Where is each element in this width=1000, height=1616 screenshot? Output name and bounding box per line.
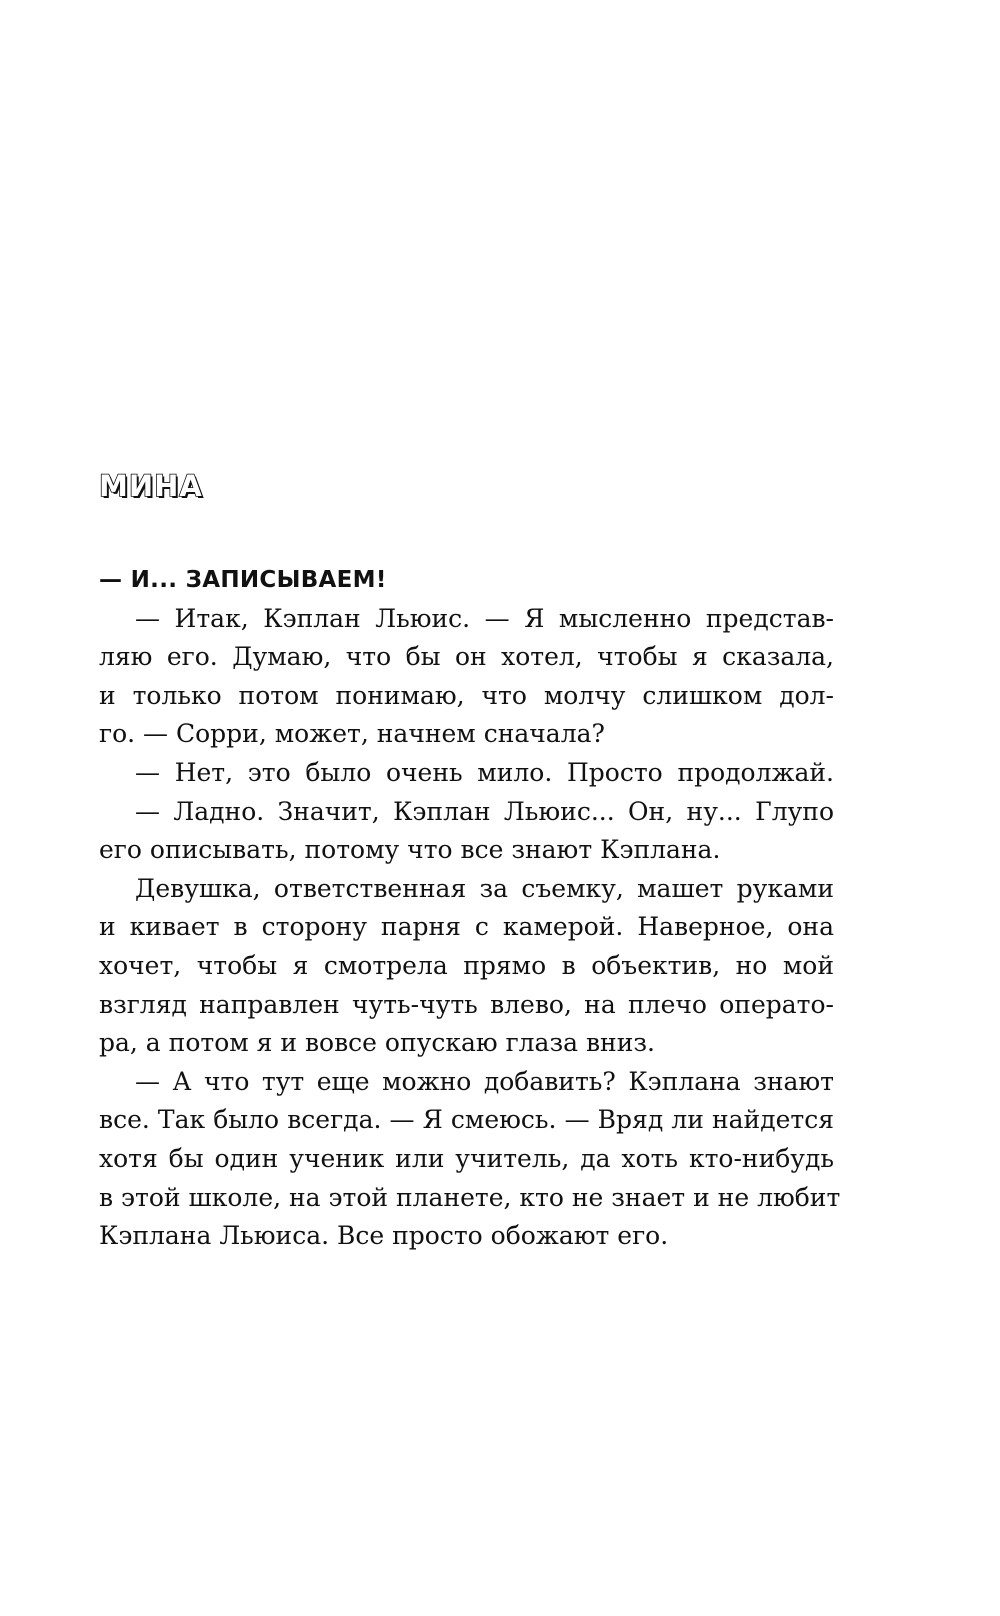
chapter-title: МИНА: [99, 469, 203, 503]
text-line: ра, а потом я и вовсе опускаю глаза вниз.: [99, 1028, 655, 1058]
text-line: его описывать, потому что все знают Кэплана.: [99, 835, 721, 865]
text-line: и кивает в сторону парня с камерой. Наверное, она: [99, 912, 834, 942]
text-line: — И... ЗАПИСЫВАЕМ!: [99, 567, 387, 593]
text-line: хочет, чтобы я смотрела прямо в объектив, но мой: [99, 950, 834, 980]
text-line: взгляд направлен чуть-чуть влево, на плечо операто-: [99, 989, 834, 1019]
text-line: Девушка, ответственная за съемку, машет руками: [135, 873, 834, 903]
text-line: и только потом понимаю, что молчу слишком дол-: [99, 680, 834, 710]
text-line: — Итак, Кэплан Льюис. — Я мысленно представ-: [135, 603, 834, 633]
text-line: в этой школе, на этой планете, кто не знает и не любит: [99, 1182, 841, 1212]
body-text: [99, 561, 841, 1256]
text-line: все. Так было всегда. — Я смеюсь. — Вряд ли найдется: [99, 1105, 834, 1135]
text-line: го. — Сорри, может, начнем сначала?: [99, 719, 605, 749]
text-line: — А что тут еще можно добавить? Кэплана знают: [135, 1066, 834, 1096]
text-line: хотя бы один ученик или учитель, да хоть кто-нибудь: [99, 1143, 834, 1173]
text-line: ляю его. Думаю, что бы он хотел, чтобы я сказала,: [99, 642, 834, 672]
text-line: — Ладно. Значит, Кэплан Льюис... Он, ну... Глупо: [135, 796, 834, 826]
text-line: Кэплана Льюиса. Все просто обожают его.: [99, 1221, 669, 1251]
text-line: — Нет, это было очень мило. Просто продолжай.: [135, 757, 834, 787]
